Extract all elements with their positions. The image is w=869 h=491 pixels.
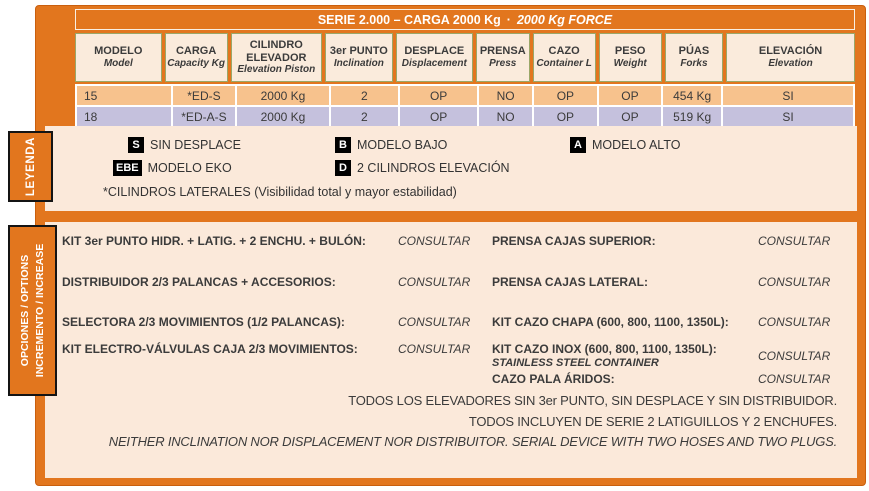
options-row [62, 315, 837, 329]
column-header-sublabel: Forks [680, 58, 708, 70]
cell-cilindro: 2000 Kg [237, 86, 328, 105]
table-row-model-15 [77, 86, 853, 105]
legend-label: 2 CILINDROS ELEVACIÓN [357, 161, 510, 175]
legend-label: MODELO ALTO [592, 138, 681, 152]
option-label: DISTRIBUIDOR 2/3 PALANCAS + ACCESORIOS: [62, 275, 336, 290]
option-value: CONSULTAR [758, 234, 831, 248]
option-label: SELECTORA 2/3 MOVIMIENTOS (1/2 PALANCAS): [62, 314, 345, 329]
cell-3er-punto: 2 [331, 107, 398, 126]
option-value: CONSULTAR [758, 349, 831, 364]
footnote-line: NEITHER INCLINATION NOR DISPLACEMENT NOR DISTRIBUITOR. SERIAL DEVICE WITH TWO HOSES AND TWO PLUGS. [108, 434, 837, 450]
options-panel [45, 222, 857, 478]
column-header-label: PRENSA [479, 45, 526, 58]
cell-desplace: OP [400, 107, 477, 126]
column-header-label: MODELO [94, 45, 143, 58]
column-header-sublabel: Weight [613, 58, 647, 70]
column-header-label: 3er PUNTO [329, 45, 388, 58]
cell-prensa: NO [479, 107, 532, 126]
column-header-label: PESO [614, 45, 646, 58]
option-label: CAZO PALA ÁRIDOS: [492, 372, 615, 387]
legend-badge-b: B [335, 137, 351, 153]
option-label: KIT CAZO CHAPA (600, 800, 1100, 1350L): [492, 314, 729, 329]
legend-badge-ebe: EBE [113, 160, 142, 176]
options-row [62, 372, 837, 386]
column-header-cazo [533, 33, 596, 82]
cell-elevacion: SI [723, 86, 853, 105]
cell-cilindro: 2000 Kg [237, 107, 328, 126]
option-value: CONSULTAR [758, 372, 831, 387]
options-sidebar-line1: OPCIONES / OPTIONS [18, 254, 31, 367]
footnotes [62, 391, 837, 453]
cell-puas: 454 Kg [663, 86, 721, 105]
column-header-label: CARGA [175, 45, 217, 58]
cell-peso: OP [599, 86, 662, 105]
column-header-cilindro [231, 33, 322, 82]
options-sidebar-line2: INCREMENTO / INCREASE [33, 243, 46, 378]
options-row [62, 342, 837, 370]
legend-note: *CILINDROS LATERALES (Visibilidad total y mayor estabilidad) [103, 185, 457, 199]
column-header-sublabel: Elevation Piston [237, 64, 316, 76]
option-value: CONSULTAR [398, 234, 471, 248]
column-header-label: DESPLACE [404, 45, 465, 58]
footnote-line: TODOS INCLUYEN DE SERIE 2 LATIGUILLOS Y 2 ENCHUFES. [468, 413, 837, 429]
series-title: SERIE 2.000 – CARGA 2000 Kg [317, 12, 501, 27]
series-title-english: 2000 Kg FORCE [516, 12, 613, 27]
legend-badge-s: S [128, 137, 144, 153]
legend-entry-ebe [113, 160, 232, 176]
legend-entry-a [570, 137, 680, 153]
column-header-sublabel: Capacity Kg [167, 58, 226, 70]
cell-puas: 519 Kg [663, 107, 721, 126]
table-row-model-18 [77, 107, 853, 126]
legend-sidebar [8, 131, 53, 202]
option-label: KIT 3er PUNTO HIDR. + LATIG. + 2 ENCHU. + BULÓN: [62, 234, 366, 248]
cell-modelo: 15 [77, 86, 171, 105]
cell-modelo: 18 [77, 107, 171, 126]
option-label: KIT ELECTRO-VÁLVULAS CAJA 2/3 MOVIMIENTOS: [62, 342, 358, 357]
cell-prensa: NO [479, 86, 532, 105]
option-sublabel: STAINLESS STEEL CONTAINER [492, 356, 659, 369]
legend-label: MODELO BAJO [357, 138, 448, 152]
column-header-sublabel: Elevation [768, 58, 813, 70]
column-header-label: PÚAS [678, 45, 710, 58]
column-header-sublabel: Press [489, 58, 517, 70]
column-header-sublabel: Displacement [401, 58, 467, 70]
cell-carga: *ED-A-S [173, 107, 236, 126]
options-sidebar-label [8, 225, 57, 396]
column-header-3er-punto [325, 33, 393, 82]
cell-cazo: OP [534, 86, 597, 105]
option-label: PRENSA CAJAS LATERAL: [492, 275, 649, 290]
cell-peso: OP [599, 107, 662, 126]
option-value: CONSULTAR [398, 275, 471, 290]
column-header-puas [665, 33, 723, 82]
column-header-label: ELEVACIÓN [758, 45, 823, 58]
column-header-prensa [476, 33, 530, 82]
legend-badge-a: A [570, 137, 586, 153]
legend-entry-d [335, 160, 510, 176]
option-value: CONSULTAR [758, 314, 831, 329]
column-header-peso [599, 33, 662, 82]
column-header-carga [165, 33, 228, 82]
column-header-desplace [396, 33, 473, 82]
legend-entry-s [128, 137, 241, 153]
legend-label: MODELO EKO [147, 161, 232, 175]
column-header-elevacion [726, 33, 855, 82]
option-value: CONSULTAR [758, 275, 831, 290]
option-label-group [492, 342, 758, 370]
options-row [62, 275, 837, 289]
series-title-bar [75, 9, 855, 30]
legend-sidebar-label: LEYENDA [24, 136, 37, 197]
option-value: CONSULTAR [398, 342, 471, 357]
option-value: CONSULTAR [398, 314, 471, 329]
spec-table [75, 9, 855, 128]
column-header-label: CILINDRO ELEVADOR [246, 39, 307, 64]
table-body [75, 84, 855, 128]
cell-3er-punto: 2 [331, 86, 398, 105]
table-header-row [75, 33, 855, 82]
column-header-modelo [75, 33, 162, 82]
cell-cazo: OP [534, 107, 597, 126]
legend-panel [45, 126, 857, 211]
legend-entry-b [335, 137, 447, 153]
options-sidebar [8, 225, 57, 396]
option-label: PRENSA CAJAS SUPERIOR: [492, 234, 656, 248]
option-label: KIT CAZO INOX (600, 800, 1100, 1350L): [492, 342, 717, 357]
cell-desplace: OP [400, 86, 477, 105]
cell-carga: *ED-S [173, 86, 236, 105]
cell-elevacion: SI [723, 107, 853, 126]
options-row [62, 234, 837, 248]
column-header-sublabel: Container L [536, 58, 592, 70]
title-separator: · [506, 12, 511, 27]
column-header-sublabel: Model [103, 58, 133, 70]
column-header-sublabel: Inclination [333, 58, 384, 70]
legend-badge-d: D [335, 160, 351, 176]
legend-label: SIN DESPLACE [150, 138, 242, 152]
footnote-line: TODOS LOS ELEVADORES SIN 3er PUNTO, SIN DESPLACE Y SIN DISTRIBUIDOR. [348, 392, 837, 408]
column-header-label: CAZO [548, 45, 580, 58]
